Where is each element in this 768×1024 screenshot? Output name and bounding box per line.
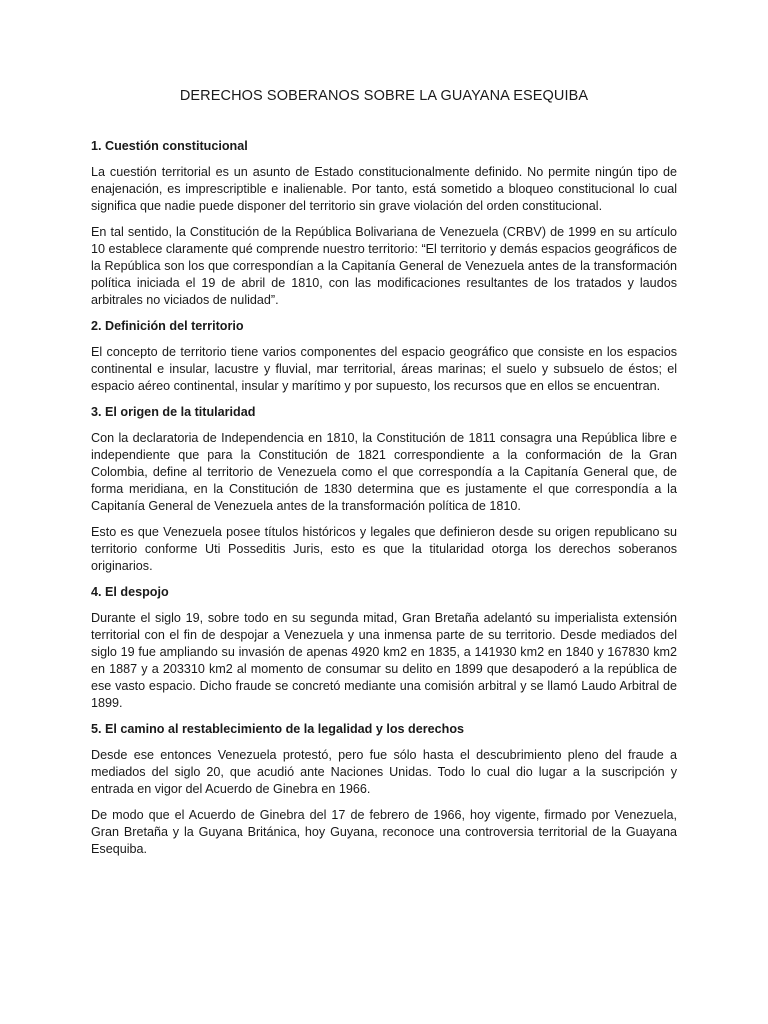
paragraph: En tal sentido, la Constitución de la República Bolivariana de Venezuela (CRBV) de 1999 en su artículo 10 establece claramente qué comprende nuestro territorio: “El territorio y demás espacios geográficos de la República son los que correspondían a la Capitanía General de Venezuela antes de la transformación política iniciada el 19 de abril de 1810, con las modificaciones resultantes de los tratados y laudos arbitrales no viciados de nulidad”. [91,225,677,307]
section-heading: 3. El origen de la titularidad [91,405,256,419]
section-heading: 1. Cuestión constitucional [91,139,248,153]
section-heading: 2. Definición del territorio [91,319,244,333]
section-2 [91,318,677,395]
section-1 [91,138,677,309]
paragraph: La cuestión territorial es un asunto de Estado constitucionalmente definido. No permite ningún tipo de enajenación, es imprescriptible e inalienable. Por tanto, está sometido a bloqueo constitucional lo cual significa que nadie puede disponer del territorio sin grave violación del orden constitucional. [91,165,677,213]
paragraph: Durante el siglo 19, sobre todo en su segunda mitad, Gran Bretaña adelantó su imperialista extensión territorial con el fin de despojar a Venezuela y una inmensa parte de su territorio. Desde mediados del siglo 19 fue ampliando su invasión de apenas 4920 km2 en 1835, a 141930 km2 en 1840 y 167830 km2 en 1887 y a 203310 km2 al momento de consumar su delito en 1899 que desapoderó a la república de ese vasto espacio. Dicho fraude se concretó mediante una comisión arbitral y se llamó Laudo Arbitral de 1899. [91,611,677,710]
section-4 [91,584,677,712]
paragraph: Desde ese entonces Venezuela protestó, pero fue sólo hasta el descubrimiento pleno del fraude a mediados del siglo 20, que acudió ante Naciones Unidas. Todo lo cual dio lugar a la suscripción y entrada en vigor del Acuerdo de Ginebra en 1966. [91,748,677,796]
section-3 [91,404,677,575]
paragraph: Esto es que Venezuela posee títulos históricos y legales que definieron desde su origen republicano su territorio conforme Uti Posseditis Juris, esto es que la titularidad otorga los derechos soberanos originarios. [91,525,677,573]
section-heading: 5. El camino al restablecimiento de la legalidad y los derechos [91,722,465,736]
document-page [91,88,677,867]
document-title: DERECHOS SOBERANOS SOBRE LA GUAYANA ESEQUIBA [179,88,589,104]
section-5 [91,721,677,858]
paragraph: De modo que el Acuerdo de Ginebra del 17 de febrero de 1966, hoy vigente, firmado por Venezuela, Gran Bretaña y la Guyana Británica, hoy Guyana, reconoce una controversia territorial de la Guayana Esequiba. [91,808,677,856]
section-heading: 4. El despojo [91,585,169,599]
paragraph: Con la declaratoria de Independencia en 1810, la Constitución de 1811 consagra una República libre e independiente que para la Constitución de 1821 correspondiente a la conformación de la Gran Colombia, define al territorio de Venezuela como el que correspondía a la Capitanía General que, de forma meridiana, en la Constitución de 1830 determina que es justamente el que correspondía a la Capitanía General de Venezuela antes de la transformación política de 1810. [91,431,677,513]
paragraph: El concepto de territorio tiene varios componentes del espacio geográfico que consiste en los espacios continental e insular, lacustre y fluvial, mar territorial, áreas marinas; el suelo y subsuelo de éstos; el espacio aéreo continental, insular y marítimo y por supuesto, los recursos que en ellos se encuentran. [91,345,677,393]
